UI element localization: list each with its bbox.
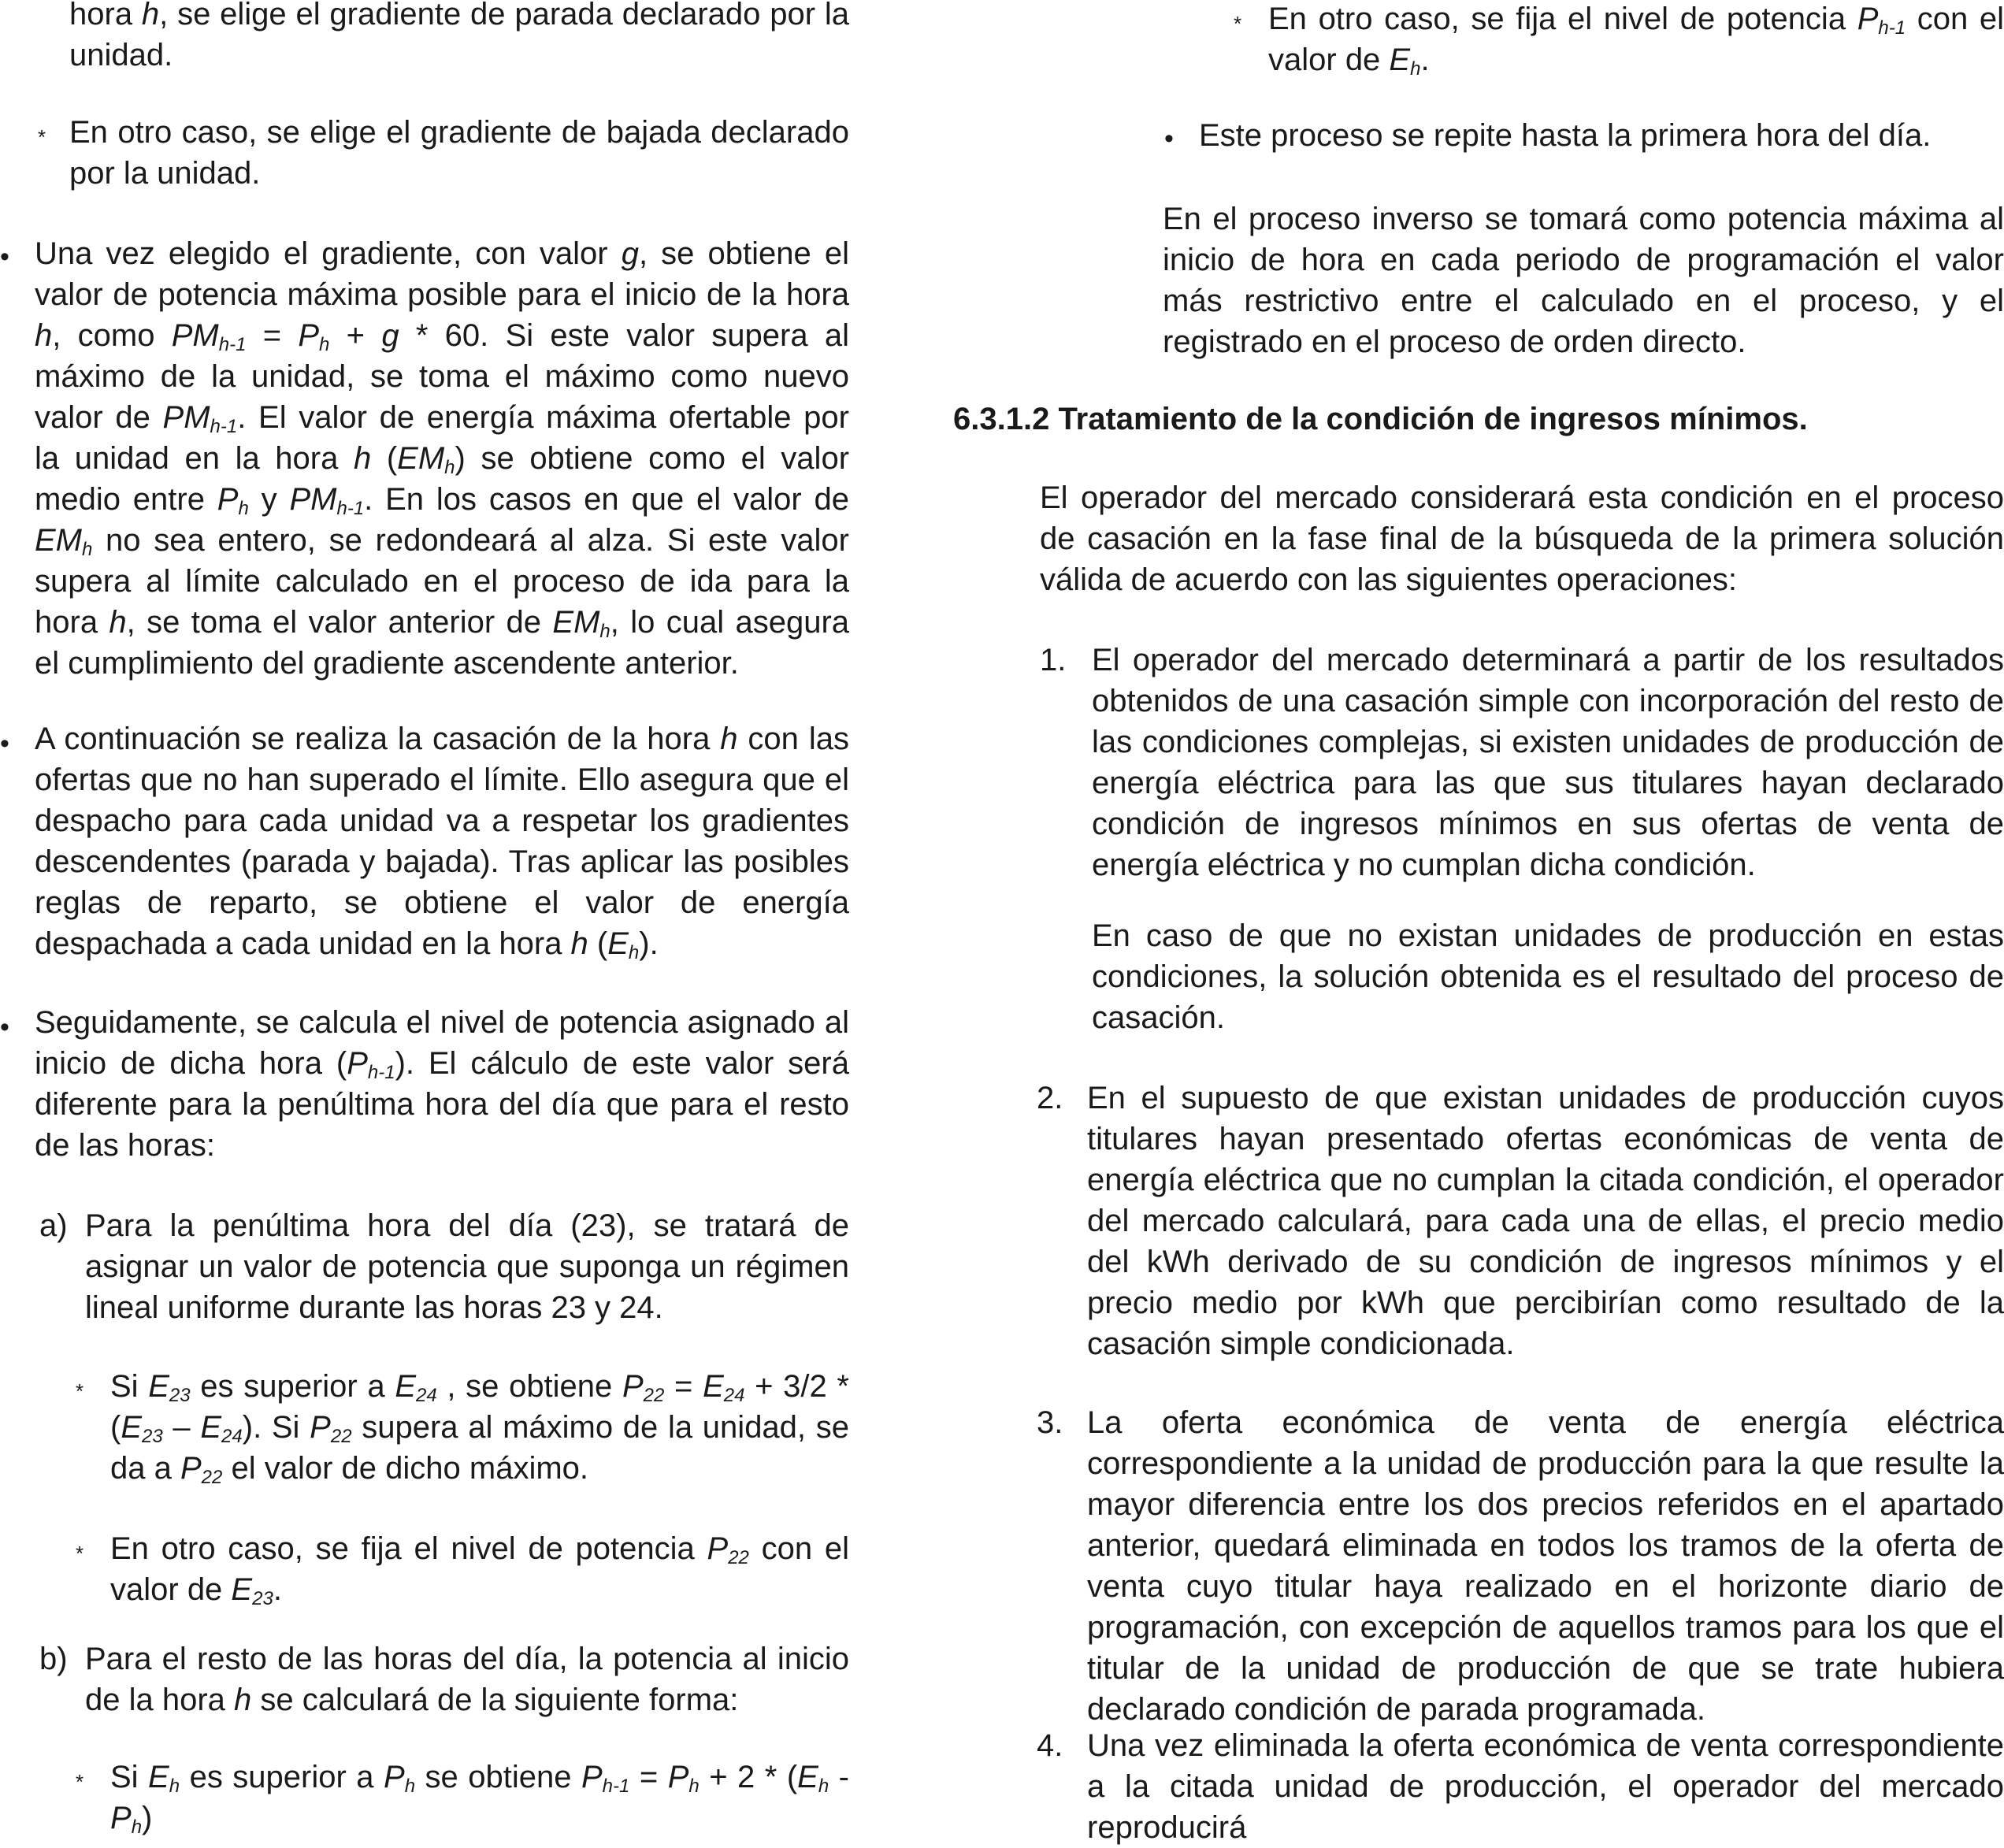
para-a1: Si $E_{23}$ es superior a $E_{24}$ , se obtiene $P_{22} = E_{24} + 3/2 * (E_{23} - E_{24})$. Si $P_{22}$ supera al máximo de la unidad, se da a $P_{22}$ el valor de dicho máximo. bbox=[110, 1369, 849, 1488]
list-label-3: 3. bbox=[1037, 1405, 1063, 1440]
list-label-b: b) bbox=[39, 1642, 68, 1676]
para-penultimate-hour: Para la penúltima hora del día (23), se tratará de asignar un valor de potencia que suponga un régimen lineal uniforme durante las horas 23 y 24. bbox=[85, 1208, 849, 1325]
bullet-star: * bbox=[76, 1770, 84, 1794]
para-r2: Este proceso se repite hasta la primera hora del día. bbox=[1199, 118, 1932, 153]
para-stop-gradient: hora h, se elige el gradiente de parada declarado por la unidad. bbox=[69, 0, 850, 72]
list-label-a: a) bbox=[39, 1208, 68, 1243]
section-heading: 6.3.1.2 Tratamiento de la condición de ingresos mínimos. bbox=[953, 402, 1808, 436]
para-a2: En otro caso, se fija el nivel de potencia $P_{22}$ con el valor de $E_{23}$. bbox=[110, 1531, 849, 1609]
para-intro: El operador del mercado considerará esta condición en el proceso de casación en la fase final de la búsqueda de la primera solución válida de acuerdo con las siguientes operaciones: bbox=[1040, 481, 2004, 597]
para-n1b: En caso de que no existan unidades de producción en estas condiciones, la solución obtenida es el resultado del proceso de casación. bbox=[1092, 918, 2004, 1035]
para-n1: El operador del mercado determinará a partir de los resultados obtenidos de una casación simple con incorporación del resto de las condiciones complejas, si existen unidades de producción de energía eléctrica para las que sus titulares hayan declarado condición de ingresos mínimos en sus ofertas de venta de energía eléctrica y no cumplan dicha condición. bbox=[1092, 643, 2004, 882]
para-gradient-chosen: Una vez elegido el gradiente, con valor g, se obtiene el valor de potencia máxima posible para el inicio de la hora h, como $PM_{h-1} = P_h + g * 60$. Si este valor supera al máximo de la unidad, se toma el máximo como nuevo valor de $PM_{h-1}$. El valor de energía máxima ofertable por la unidad en la hora h $(EM_h)$ se obtiene como el valor medio entre $P_h$ y $PM_{h-1}$. En los casos en que el valor de $EM_h$ no sea entero, se redondeará al alza. Si este valor supera al límite calculado en el proceso de ida para la hora h, se toma el valor anterior de $EM_h$, lo cual asegura el cumplimiento del gradiente ascendente anterior. bbox=[35, 236, 850, 681]
bullet-star: * bbox=[76, 1379, 84, 1403]
para-n2: En el supuesto de que existan unidades de producción cuyos titulares hayan presentado ofertas económicas de venta de energía eléctrica que no cumplan la citada condición, el operador del mercado calculará, para cada una de ellas, el precio medio del kWh derivado de su condición de ingresos mínimos y el precio medio por kWh que percibirían como resultado de la casación simple condicionada. bbox=[1087, 1081, 2004, 1361]
bullet-dot: • bbox=[0, 1012, 9, 1042]
para-matching-hour: A continuación se realiza la casación de la hora h con las ofertas que no han superado el límite. Ello asegura que el despacho para cada unidad va a respetar los gradientes descendentes (parada y bajada). Tras aplicar las posibles reglas de reparto, se obtiene el valor de energía despachada a cada unidad en la hora h $(E_h)$. bbox=[35, 722, 849, 963]
list-label-1: 1. bbox=[1040, 643, 1067, 677]
para-b1: Si $E_h$ es superior a $P_h$ se obtiene $P_{h-1} = P_h + 2 * (E_h - P_h)$ bbox=[110, 1760, 849, 1838]
bullet-star: * bbox=[76, 1542, 84, 1565]
bullet-dot: • bbox=[0, 242, 9, 272]
bullet-dot: • bbox=[1164, 124, 1174, 154]
para-power-level: Seguidamente, se calcula el nivel de potencia asignado al inicio de dicha hora $(P_{h-1})$. El cálculo de este valor será diferente para la penúltima hora del día que para el resto de las horas: bbox=[35, 1005, 849, 1163]
para-n4: Una vez eliminada la oferta económica de venta correspondiente a la citada unidad de producción, el operador del mercado reproducirá bbox=[1087, 1728, 2004, 1845]
para-n3: La oferta económica de venta de energía eléctrica correspondiente a la unidad de producción para la que resulte la mayor diferencia entre los dos precios referidos en el apartado anterior, quedará eliminada en todos los tramos de la oferta de venta cuyo titular haya realizado en el horizonte diario de programación, con excepción de aquellos tramos para los que el titular de la unidad de producción de que se trate hubiera declarado condición de parada programada. bbox=[1087, 1405, 2004, 1727]
para-r1: En otro caso, se fija el nivel de potencia $P_{h-1}$ con el valor de $E_h$. bbox=[1268, 2, 2004, 80]
bullet-star: * bbox=[38, 125, 46, 149]
list-label-4: 4. bbox=[1037, 1728, 1063, 1763]
bullet-dot: • bbox=[0, 729, 9, 759]
para-rest-of-hours: Para el resto de las horas del día, la potencia al inicio de la hora h se calculará de la siguiente forma: bbox=[85, 1642, 849, 1717]
list-label-2: 2. bbox=[1037, 1081, 1063, 1115]
para-down-gradient: En otro caso, se elige el gradiente de bajada declarado por la unidad. bbox=[69, 115, 849, 191]
para-inverse-process: En el proceso inverso se tomará como potencia máxima al inicio de hora en cada periodo de programación el valor más restrictivo entre el calculado en el proceso, y el registrado en el proceso de orden directo. bbox=[1163, 202, 2004, 359]
bullet-star: * bbox=[1234, 12, 1242, 35]
